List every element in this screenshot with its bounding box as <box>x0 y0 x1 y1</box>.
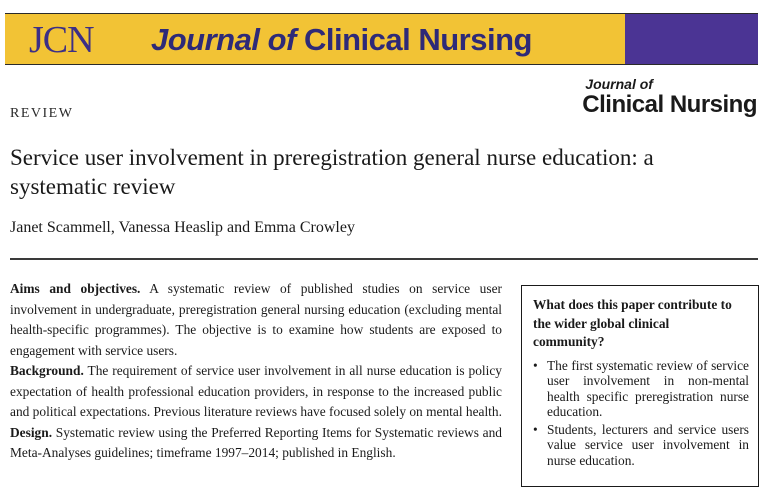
abstract-heading: Background. <box>10 363 84 378</box>
abstract-paragraph <box>10 423 502 464</box>
journal-banner-title <box>151 22 532 58</box>
article-authors: Janet Scammell, Vanessa Heaslip and Emma Crowley <box>10 219 355 236</box>
contribution-list <box>522 358 749 469</box>
abstract-heading: Design. <box>10 424 53 440</box>
banner-color-block <box>625 14 758 64</box>
abstract-paragraph <box>10 361 502 423</box>
contribution-box-title: What does this paper contribute to the wider global clinical community? <box>533 297 732 349</box>
journal-banner-title-italic: Journal of <box>151 22 296 57</box>
journal-banner <box>5 13 758 65</box>
contribution-box <box>521 285 759 487</box>
contribution-item: • The first systematic review of service user involvement in non-mental health specific preregistration nurse education. <box>533 358 749 420</box>
journal-banner-title-rest: Clinical Nursing <box>303 22 532 57</box>
abstract-text: Systematic review using the Preferred Reporting Items for Systematic reviews and Meta-Analyses guidelines; timeframe 1997–2014; published in English. <box>10 424 502 460</box>
abstract <box>10 279 502 464</box>
abstract-heading: Aims and objectives. <box>10 281 141 296</box>
journal-logo-line2: Clinical Nursing <box>582 91 757 118</box>
article-title: Service user involvement in preregistration general nurse education: a systematic review <box>10 145 654 199</box>
header-divider <box>10 258 758 260</box>
abstract-text: The requirement of service user involvement in all nurse education is policy expectation of health professional education providers, in response to the increased public and political expectations. Previous literature reviews have focused solely on mental health. <box>10 363 502 419</box>
journal-abbreviation: JCN <box>29 19 94 61</box>
journal-logo-line1: Journal of <box>585 76 653 92</box>
contribution-item: • Students, lecturers and service users value service user involvement in nurse education. <box>533 422 749 469</box>
abstract-text: A systematic review of published studies on service user involvement in undergraduate, preregistration general nursing education (excluding mental health-specific programmes). The objective is to examine how students are exposed to engagement with service users. <box>10 281 502 358</box>
journal-logo <box>582 76 757 118</box>
abstract-paragraph <box>10 279 502 361</box>
article-type-label: REVIEW <box>10 106 74 121</box>
